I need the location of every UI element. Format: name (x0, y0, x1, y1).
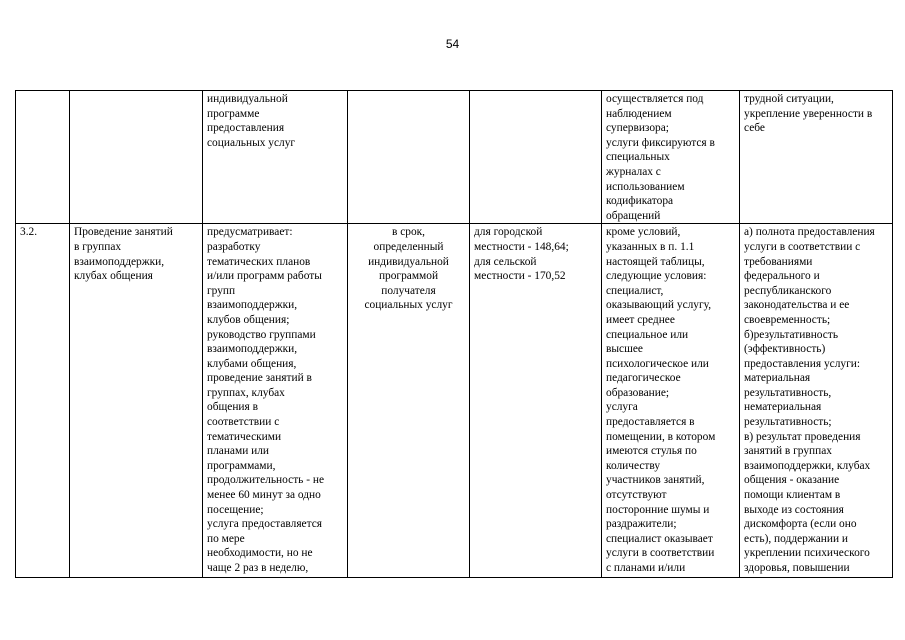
cell-text-line: а) полнота предоставления (744, 226, 875, 239)
cell-text-line: себе (744, 122, 765, 135)
cell-text-line: трудной ситуации, (744, 93, 834, 105)
cell-text-line: услуги фиксируются в (606, 136, 715, 149)
page-number: 54 (445, 37, 460, 51)
cell-text-line: количеству (606, 459, 661, 472)
cell-text-line: для сельской (474, 255, 537, 268)
cell-text-line: общения - оказание (744, 474, 840, 487)
cell-service-name (70, 91, 203, 224)
cell-text-line: раздражители; (606, 518, 677, 531)
cell-term (348, 91, 470, 224)
services-table (15, 90, 893, 578)
cell-text-line: (эффективность) (744, 343, 826, 356)
cell-cost (470, 224, 602, 578)
cell-conditions (602, 224, 740, 578)
cell-text-line: клубами общения, (207, 357, 297, 370)
cell-text-line: получателя (381, 284, 436, 297)
cell-number (16, 91, 70, 224)
cell-conditions (602, 91, 740, 224)
cell-text-line: здоровья, повышении (744, 562, 850, 574)
cell-text-line: помещении, в котором (606, 430, 716, 443)
cell-text-line: предусматривает: (207, 226, 293, 239)
cell-text-line: занятий в группах (744, 445, 832, 458)
cell-results (740, 224, 893, 578)
cell-text-line: социальных услуг (364, 299, 453, 312)
cell-text-line: проведение занятий в (207, 372, 312, 385)
cell-text-line: республиканского (744, 284, 832, 297)
cell-results (740, 91, 893, 224)
cell-text-line: услуга предоставляется (207, 518, 323, 531)
cell-text-line: группах, клубах (207, 386, 285, 399)
cell-number: 3.2. (16, 224, 70, 578)
cell-text-line: федерального и (744, 270, 820, 283)
cell-text-line: тематических планов (207, 255, 311, 268)
cell-description (203, 91, 348, 224)
cell-text-line: отсутствуют (606, 489, 667, 502)
cell-text-line: обращений (606, 209, 661, 222)
cell-text-line: осуществляется под (606, 93, 704, 105)
cell-text-line: услуга (606, 401, 638, 414)
cell-text-line: индивидуальной (207, 93, 288, 105)
cell-cost (470, 91, 602, 224)
cell-text-line: программой (378, 270, 439, 283)
cell-text-line: педагогическое (606, 372, 681, 385)
cell-text-line: кроме условий, (606, 226, 681, 239)
cell-text-line: клубах общения (74, 270, 153, 283)
cell-text-line: руководство группами (207, 328, 316, 341)
cell-text-line: имеются стулья по (606, 445, 697, 458)
cell-text-line: услуги в соответствии (606, 547, 715, 560)
cell-text-line: взаимоподдержки, (74, 255, 165, 268)
cell-text-line: кодификатора (606, 195, 674, 208)
cell-text-line: выходе из состояния (744, 503, 844, 516)
cell-text-line: законодательства и ее (744, 299, 850, 312)
cell-text-line: индивидуальной (368, 255, 449, 268)
cell-text-line: определенный (373, 240, 444, 253)
table-row-3-2 (16, 224, 893, 578)
cell-text-line: б)результативность (744, 328, 839, 341)
cell-text-line: клубов общения; (207, 313, 290, 326)
cell-text-line: настоящей таблицы, (606, 255, 705, 268)
cell-text-line: требованиями (744, 255, 813, 268)
cell-text-line: психологическое или (606, 357, 709, 370)
cell-text-line: следующие условия: (606, 270, 707, 283)
cell-text-line: наблюдением (606, 107, 672, 120)
cell-text-line: взаимоподдержки, клубах (744, 459, 871, 472)
cell-text-line: журналах с (606, 165, 661, 178)
cell-text-line: есть), поддержании и (744, 532, 849, 545)
cell-text-line: местности - 148,64; (474, 240, 569, 253)
cell-term (348, 224, 470, 578)
cell-text-line: укреплении психического (744, 547, 870, 560)
cell-text-line: соответствии с (207, 416, 280, 429)
cell-text-line: в) результат проведения (744, 430, 861, 443)
cell-text-line: материальная (744, 372, 811, 385)
cell-text-line: в срок, (391, 226, 426, 239)
cell-text-line: специалист оказывает (606, 532, 713, 545)
cell-text-line: имеет среднее (606, 313, 675, 326)
cell-text-line: программами, (207, 459, 276, 472)
cell-text-line: высшее (606, 343, 643, 356)
cell-text-line: своевременность; (744, 313, 831, 326)
table-row-continued (16, 91, 893, 224)
cell-text-line: результативность; (744, 416, 832, 429)
cell-text-line: укрепление уверенности в (744, 107, 873, 120)
cell-text-line: помощи клиентам в (744, 489, 841, 502)
cell-text-line: предоставления (207, 122, 285, 135)
cell-text-line: дискомфорта (если оно (744, 518, 857, 531)
cell-text-line: специальных (606, 151, 670, 164)
cell-text-line: для городской (474, 226, 543, 239)
cell-text-line: нематериальная (744, 401, 822, 414)
cell-text-line: специалист, (606, 284, 664, 297)
cell-service-name (70, 224, 203, 578)
cell-text-line: указанных в п. 1.1 (606, 240, 695, 253)
cell-text-line: посторонние шумы и (606, 503, 710, 516)
cell-text-line: менее 60 минут за одно (207, 489, 321, 502)
cell-description (203, 224, 348, 578)
cell-text-line: общения в (207, 401, 258, 414)
cell-text-line: планами или (207, 445, 270, 458)
cell-text-line: предоставляется в (606, 416, 695, 429)
cell-text-line: предоставления услуги: (744, 357, 861, 370)
cell-text-line: по мере (207, 532, 245, 545)
cell-text-line: местности - 170,52 (474, 270, 566, 283)
cell-text-line: взаимоподдержки, (207, 343, 298, 356)
cell-text-line: образование; (606, 386, 670, 399)
cell-text-line: разработку (207, 240, 261, 253)
cell-text-line: услуги в соответствии с (744, 240, 861, 253)
cell-text-line: специальное или (606, 328, 689, 341)
cell-text-line: чаще 2 раз в неделю, (207, 562, 309, 574)
cell-text-line: взаимоподдержки, (207, 299, 298, 312)
cell-text-line: тематическими (207, 430, 282, 443)
cell-text-line: социальных услуг (207, 136, 296, 149)
cell-text-line: групп (207, 284, 236, 297)
cell-text-line: Проведение занятий (74, 226, 173, 239)
cell-text-line: использованием (606, 180, 685, 193)
cell-text-line: супервизора; (606, 122, 669, 135)
cell-text-line: посещение; (207, 503, 264, 516)
cell-text-line: в группах (74, 240, 122, 253)
cell-text-line: продолжительность - не (207, 474, 325, 487)
cell-text-line: и/или программ работы (207, 270, 322, 283)
cell-text-line: результативность, (744, 386, 832, 399)
cell-text-line: необходимости, но не (207, 547, 313, 560)
cell-text-line: участников занятий, (606, 474, 705, 487)
cell-text-line: оказывающий услугу, (606, 299, 712, 312)
cell-text-line: с планами и/или (606, 562, 686, 574)
cell-text-line: программе (207, 107, 260, 120)
